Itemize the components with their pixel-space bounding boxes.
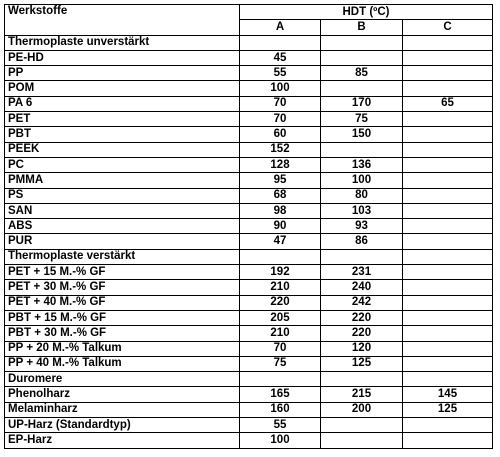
table-row [5, 265, 493, 280]
material-name: PS [5, 188, 240, 203]
column-a-header: A [240, 20, 321, 35]
empty-cell [321, 249, 403, 264]
header-row [5, 5, 493, 20]
hdt-value-b: 240 [321, 280, 403, 295]
hdt-value-a: 100 [240, 81, 321, 96]
material-name: PET + 15 M.-% GF [5, 265, 240, 280]
table-row [5, 127, 493, 142]
material-name: Phenolharz [5, 387, 240, 402]
table-row [5, 81, 493, 96]
hdt-value-c: 125 [403, 402, 493, 417]
hdt-table [4, 4, 493, 449]
table-row [5, 295, 493, 310]
hdt-value-b: 75 [321, 112, 403, 127]
empty-cell [240, 35, 321, 50]
material-name: UP-Harz (Standardtyp) [5, 418, 240, 433]
table-row [5, 402, 493, 417]
hdt-value-a: 100 [240, 433, 321, 448]
hdt-value-b: 103 [321, 203, 403, 218]
table-row [5, 188, 493, 203]
hdt-value-a: 70 [240, 96, 321, 111]
hdt-value-b: 220 [321, 310, 403, 325]
hdt-value-c [403, 280, 493, 295]
hdt-table-container [4, 4, 493, 449]
hdt-value-c [403, 234, 493, 249]
table-row [5, 173, 493, 188]
hdt-value-a: 160 [240, 402, 321, 417]
hdt-value-a: 95 [240, 173, 321, 188]
material-name: PA 6 [5, 96, 240, 111]
hdt-value-c [403, 81, 493, 96]
hdt-value-c [403, 66, 493, 81]
hdt-value-a: 75 [240, 356, 321, 371]
hdt-value-a: 152 [240, 142, 321, 157]
material-name: SAN [5, 203, 240, 218]
hdt-value-a: 90 [240, 219, 321, 234]
hdt-value-c [403, 310, 493, 325]
hdt-value-a: 165 [240, 387, 321, 402]
hdt-value-b [321, 433, 403, 448]
material-name: PMMA [5, 173, 240, 188]
table-row [5, 96, 493, 111]
hdt-value-a: 70 [240, 341, 321, 356]
hdt-value-c [403, 188, 493, 203]
hdt-value-b [321, 81, 403, 96]
hdt-value-b: 80 [321, 188, 403, 203]
hdt-value-a: 128 [240, 157, 321, 172]
material-name: PP + 40 M.-% Talkum [5, 356, 240, 371]
table-row [5, 50, 493, 65]
hdt-value-a: 47 [240, 234, 321, 249]
table-row [5, 310, 493, 325]
hdt-value-a: 210 [240, 326, 321, 341]
empty-cell [403, 372, 493, 387]
material-name: PP + 20 M.-% Talkum [5, 341, 240, 356]
table-row [5, 356, 493, 371]
empty-cell [403, 249, 493, 264]
hdt-value-a: 192 [240, 265, 321, 280]
empty-cell [321, 35, 403, 50]
table-row [5, 112, 493, 127]
table-row [5, 234, 493, 249]
hdt-value-b: 125 [321, 356, 403, 371]
material-name: PEEK [5, 142, 240, 157]
material-name: PET + 40 M.-% GF [5, 295, 240, 310]
hdt-value-c [403, 142, 493, 157]
section-row [5, 372, 493, 387]
hdt-value-b: 150 [321, 127, 403, 142]
table-row [5, 142, 493, 157]
hdt-column-header: HDT (ºC) [240, 5, 493, 20]
hdt-value-c [403, 203, 493, 218]
hdt-value-c [403, 127, 493, 142]
hdt-value-a: 210 [240, 280, 321, 295]
material-name: EP-Harz [5, 433, 240, 448]
hdt-value-c [403, 219, 493, 234]
section-title: Thermoplaste unverstärkt [5, 35, 240, 50]
table-row [5, 326, 493, 341]
hdt-value-b: 200 [321, 402, 403, 417]
hdt-value-a: 220 [240, 295, 321, 310]
column-c-header: C [403, 20, 493, 35]
empty-cell [240, 249, 321, 264]
hdt-value-c [403, 112, 493, 127]
hdt-value-c [403, 50, 493, 65]
hdt-value-c [403, 173, 493, 188]
hdt-value-b: 215 [321, 387, 403, 402]
hdt-value-c [403, 433, 493, 448]
hdt-value-b: 100 [321, 173, 403, 188]
hdt-value-a: 60 [240, 127, 321, 142]
hdt-value-c [403, 326, 493, 341]
hdt-value-c [403, 356, 493, 371]
hdt-value-b [321, 50, 403, 65]
hdt-value-b [321, 418, 403, 433]
hdt-value-b: 170 [321, 96, 403, 111]
hdt-value-c [403, 341, 493, 356]
section-title: Thermoplaste verstärkt [5, 249, 240, 264]
hdt-value-c [403, 295, 493, 310]
material-column-header: Werkstoffe [5, 5, 240, 36]
hdt-value-b: 120 [321, 341, 403, 356]
section-row [5, 35, 493, 50]
hdt-value-a: 55 [240, 66, 321, 81]
table-row [5, 157, 493, 172]
material-name: PET + 30 M.-% GF [5, 280, 240, 295]
empty-cell [321, 372, 403, 387]
column-b-header: B [321, 20, 403, 35]
table-row [5, 203, 493, 218]
hdt-value-c [403, 265, 493, 280]
table-row [5, 280, 493, 295]
hdt-value-a: 98 [240, 203, 321, 218]
hdt-value-a: 55 [240, 418, 321, 433]
material-name: PET [5, 112, 240, 127]
hdt-value-b: 220 [321, 326, 403, 341]
hdt-value-a: 70 [240, 112, 321, 127]
material-name: PBT [5, 127, 240, 142]
table-row [5, 66, 493, 81]
table-row [5, 433, 493, 448]
hdt-value-c: 65 [403, 96, 493, 111]
hdt-value-b: 93 [321, 219, 403, 234]
hdt-value-a: 45 [240, 50, 321, 65]
empty-cell [403, 35, 493, 50]
hdt-value-b: 136 [321, 157, 403, 172]
material-name: PE-HD [5, 50, 240, 65]
hdt-value-c [403, 157, 493, 172]
material-name: PP [5, 66, 240, 81]
hdt-value-a: 68 [240, 188, 321, 203]
material-name: ABS [5, 219, 240, 234]
material-name: PBT + 30 M.-% GF [5, 326, 240, 341]
hdt-value-b: 86 [321, 234, 403, 249]
table-row [5, 418, 493, 433]
hdt-value-b: 85 [321, 66, 403, 81]
hdt-value-a: 205 [240, 310, 321, 325]
hdt-value-c [403, 418, 493, 433]
table-row [5, 219, 493, 234]
section-title: Duromere [5, 372, 240, 387]
hdt-value-c: 145 [403, 387, 493, 402]
hdt-value-b: 231 [321, 265, 403, 280]
hdt-value-b: 242 [321, 295, 403, 310]
material-name: PUR [5, 234, 240, 249]
table-row [5, 341, 493, 356]
empty-cell [240, 372, 321, 387]
table-row [5, 387, 493, 402]
material-name: PC [5, 157, 240, 172]
hdt-value-b [321, 142, 403, 157]
material-name: Melaminharz [5, 402, 240, 417]
section-row [5, 249, 493, 264]
hdt-table-body [5, 5, 493, 449]
material-name: POM [5, 81, 240, 96]
material-name: PBT + 15 M.-% GF [5, 310, 240, 325]
